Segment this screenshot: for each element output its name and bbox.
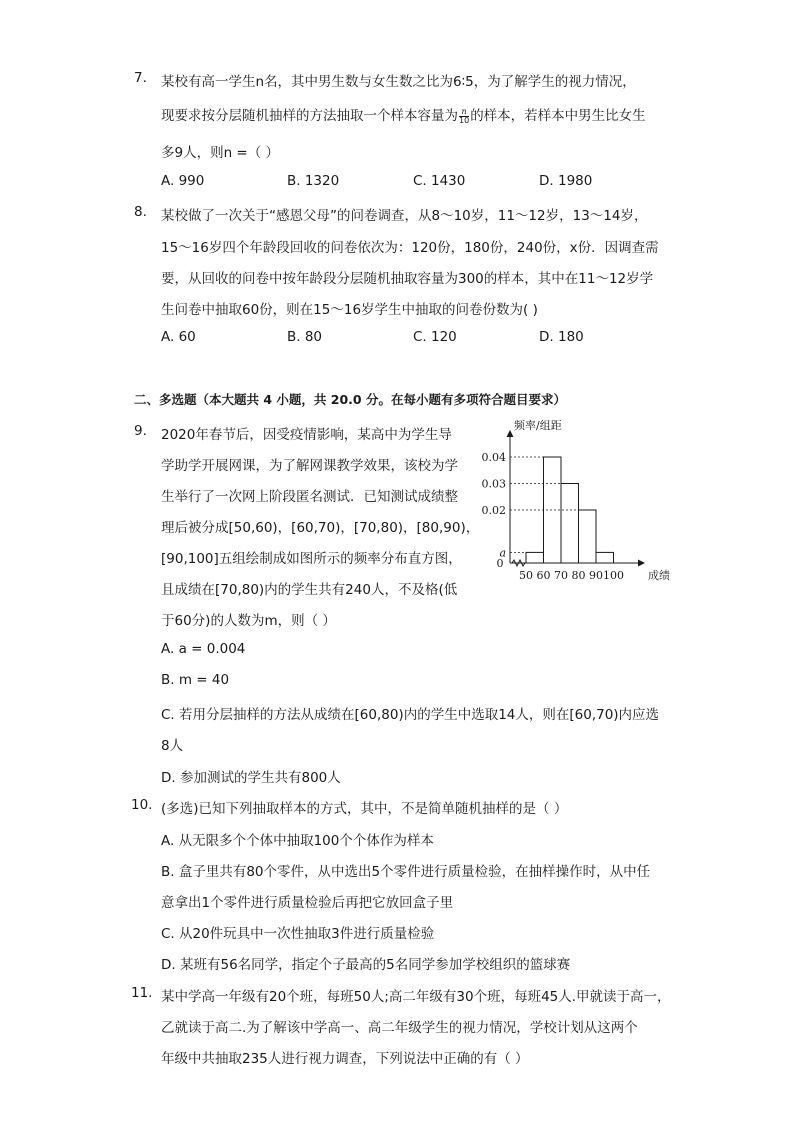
option-c: C. 若用分层抽样的方法从成绩在[60,80)内的学生中选取14人，则在[60,70)内应选	[161, 707, 660, 723]
option-a: A. 990	[161, 173, 205, 189]
option-d: D. 1980	[539, 173, 593, 189]
question-text-line: (多选)已知下列抽取样本的方式，其中，不是简单随机抽样的是（ ）	[161, 801, 568, 817]
histogram-bar	[596, 552, 614, 563]
option-d: D. 180	[539, 329, 584, 345]
question-number: 9.	[134, 423, 147, 439]
question-text-line: 某校有高一学生n名，其中男生数与女生数之比为6∶5，为了解学生的视力情况，	[161, 74, 636, 90]
question-number: 7.	[134, 70, 147, 86]
question-text-line	[161, 104, 646, 125]
x-tick-label: 80	[571, 569, 586, 582]
question-text-line: 要，从回收的问卷中按年龄段分层随机抽取容量为300的样本，其中在11～12岁学	[161, 271, 654, 287]
histogram-bar	[579, 510, 597, 563]
y-tick-label: a	[499, 546, 506, 560]
question-number: 10.	[131, 797, 153, 813]
option-a: A. 从无限多个个体中抽取100个个体作为样本	[161, 833, 434, 849]
x-tick-label: 70	[554, 569, 568, 582]
question-text-line: 理后被分成[50,60)，[60,70)，[70,80)，[80,90)，	[161, 520, 480, 536]
option-a: A. 60	[161, 329, 196, 345]
histogram-bar	[561, 484, 579, 564]
question-number: 11.	[131, 985, 153, 1001]
frequency-histogram	[468, 417, 678, 587]
y-tick-label: 0.02	[481, 504, 506, 517]
question-text-line: 某中学高一年级有20个班，每班50人;高二年级有30个班，每班45人.甲就读于高一，	[161, 989, 671, 1005]
x-tick-label: 60	[536, 569, 551, 582]
option-b: B. 80	[287, 329, 323, 345]
x-tick-label: 50	[519, 569, 533, 582]
option-c: C. 120	[413, 329, 457, 345]
y-tick-label: 0.03	[481, 477, 506, 491]
y-axis-label: 频率/组距	[514, 419, 562, 432]
question-text: 现要求按分层随机抽样的方法抽取一个样本容量为	[161, 108, 458, 124]
question-text-line: [90,100]五组绘制成如图所示的频率分布直方图，	[161, 551, 462, 567]
question-text-line: 于60分)的人数为m，则（ ）	[161, 613, 336, 629]
question-text-line: 学助学开展网课，为了解网课教学效果，该校为学	[161, 458, 458, 474]
option-c-continued: 8人	[161, 738, 184, 754]
x-axis-label: 成绩	[648, 569, 670, 582]
option-b-continued: 意拿出1个零件进行质量检验后再把它放回盒子里	[161, 895, 454, 911]
option-a: A. a = 0.004	[161, 641, 246, 657]
question-text-line: 年级中共抽取235人进行视力调查，下列说法中正确的有（ ）	[161, 1051, 529, 1067]
histogram-bar	[526, 552, 544, 563]
question-text-line: 乙就读于高二.为了解该中学高一、高二年级学生的视力情况，学校计划从这两个	[161, 1020, 638, 1036]
question-text-line: 多9人，则n =（ ）	[161, 145, 280, 161]
option-b: B. m = 40	[161, 672, 230, 688]
question-text: 的样本，若样本中男生比女生	[470, 108, 646, 124]
fraction-denominator: 10	[459, 115, 470, 125]
section-title: 二、多选题（本大题共 4 小题，共 20.0 分。在每小题有多项符合题目要求）	[134, 392, 566, 407]
question-number: 8.	[134, 204, 147, 220]
question-text-line: 生问卷中抽取60份，则在15～16岁学生中抽取的问卷份数为( )	[161, 302, 538, 318]
question-text-line: 生举行了一次网上阶段匿名测试．已知测试成绩整	[161, 489, 458, 505]
option-c: C. 从20件玩具中一次性抽取3件进行质量检验	[161, 926, 435, 942]
question-text-line: 某校做了一次关于“感恩父母”的问卷调查，从8～10岁，11～12岁，13～14岁，	[161, 208, 648, 224]
question-text-line: 且成绩在[70,80)内的学生共有240人，不及格(低	[161, 582, 458, 598]
x-tick-label: 100	[603, 569, 624, 582]
option-b: B. 1320	[287, 173, 340, 189]
x-tick-label: 90	[589, 569, 603, 582]
option-d: D. 参加测试的学生共有800人	[161, 770, 341, 786]
y-tick-label: 0.04	[481, 451, 506, 464]
question-text-line: 2020年春节后，因受疫情影响，某高中为学生导	[161, 427, 452, 443]
x-tick-label: 0	[496, 557, 504, 570]
option-b: B. 盒子里共有80个零件，从中选出5个零件进行质量检验，在抽样操作时，从中任	[161, 864, 651, 880]
option-c: C. 1430	[413, 173, 466, 189]
option-d: D. 某班有56名同学，指定个子最高的5名同学参加学校组织的篮球赛	[161, 957, 571, 973]
question-text-line: 15～16岁四个年龄段回收的问卷依次为：120份，180份，240份，x份．因调查需	[161, 240, 659, 256]
fraction	[459, 108, 469, 125]
fraction-numerator: n	[461, 106, 467, 116]
